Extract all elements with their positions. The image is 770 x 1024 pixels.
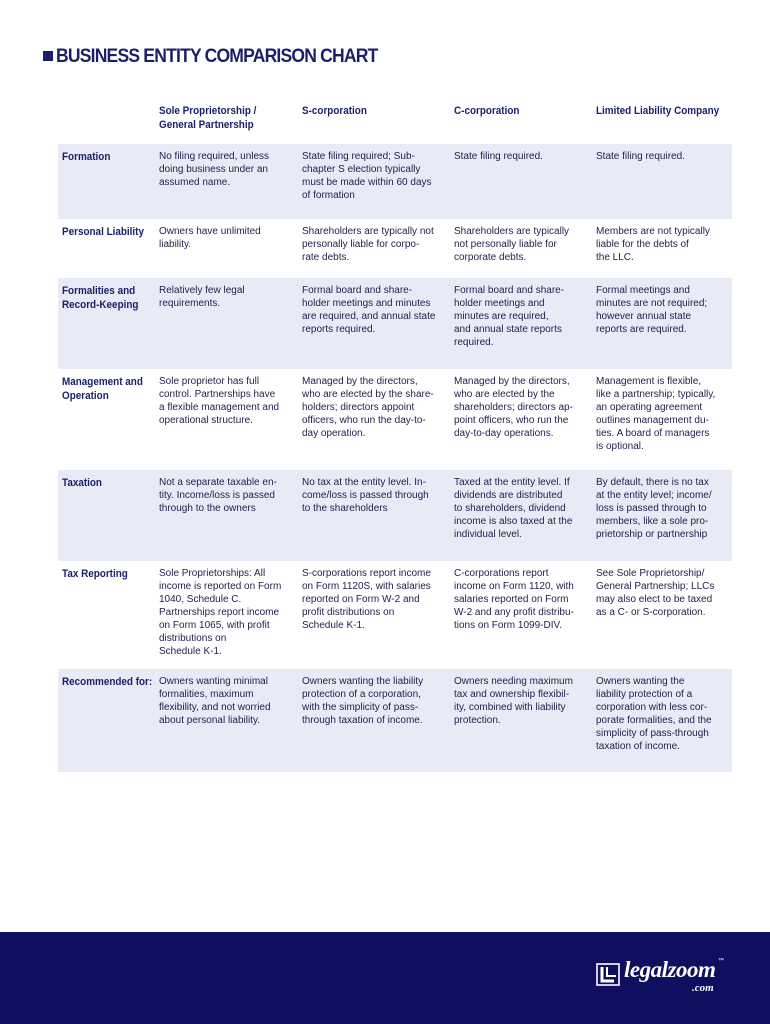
table-cell: Managed by the directors, who are elected by the shareholders; directors ap- point officers, who run the day-to-day operations. xyxy=(454,376,573,439)
row-taxation xyxy=(58,470,732,561)
table-cell: Owners wanting minimal formalities, maximum flexibility, and not worried about personal liability. xyxy=(159,676,271,726)
table-cell: Owners have unlimited liability. xyxy=(159,226,261,250)
row-recommended-for xyxy=(58,669,732,772)
legalzoom-mark-icon xyxy=(596,961,622,987)
table-cell: Members are not typically liable for the debts of the LLC. xyxy=(596,226,710,263)
table-cell: State filing required; Sub- chapter S election typically must be made within 60 days of formation xyxy=(302,151,432,201)
table-cell: Managed by the directors, who are elected by the share- holders; directors appoint officers, who run the day-to- day operation. xyxy=(302,376,434,439)
title-bullet-icon xyxy=(43,51,53,61)
row-formalities xyxy=(58,278,732,369)
row-label: Personal Liability xyxy=(62,226,144,238)
header-s-corporation: S-corporation xyxy=(302,105,367,117)
table-cell: No tax at the entity level. In- come/loss is passed through to the shareholders xyxy=(302,477,429,514)
table-cell: Shareholders are typically not personally liable for corporate debts. xyxy=(454,226,570,263)
table-cell: State filing required. xyxy=(596,151,685,162)
row-tax-reporting xyxy=(58,561,732,669)
row-personal-liability xyxy=(58,219,732,278)
row-label: Formalities and Record-Keeping xyxy=(62,285,139,311)
row-label: Formation xyxy=(62,151,111,163)
table-cell: Sole Proprietorships: All income is reported on Form 1040, Schedule C. Partnerships report income on Form 1065, with profit distributions on Schedule K-1. xyxy=(159,568,282,657)
table-cell: State filing required. xyxy=(454,151,543,162)
table-cell: S-corporations report income on Form 1120S, with salaries reported on Form W-2 and profit distributions on Schedule K-1. xyxy=(302,568,431,631)
header-c-corporation: C-corporation xyxy=(454,105,520,117)
table-cell: Taxed at the entity level. If dividends are distributed to shareholders, dividend income is also taxed at the individual level. xyxy=(454,477,573,540)
comparison-table xyxy=(58,100,732,772)
table-cell: By default, there is no tax at the entity level; income/ loss is passed through to members, like a sole pro- prietorship or partnership xyxy=(596,477,712,540)
table-header xyxy=(58,100,732,144)
row-label: Taxation xyxy=(62,477,102,489)
logo-suffix: .com xyxy=(692,982,714,994)
logo-trademark: ™ xyxy=(718,958,724,964)
table-cell: Formal meetings and minutes are not required; however annual state reports are required. xyxy=(596,285,708,335)
header-sole-proprietorship: Sole Proprietorship / General Partnership xyxy=(159,105,257,131)
table-cell: Sole proprietor has full control. Partnerships have a flexible management and operational structure. xyxy=(159,376,280,426)
table-cell: Owners wanting the liability protection of a corporation, with the simplicity of pass- through taxation of income. xyxy=(302,676,424,726)
row-label: Tax Reporting xyxy=(62,568,128,580)
table-cell: Shareholders are typically not personally liable for corpo- rate debts. xyxy=(302,226,434,263)
page-title xyxy=(43,44,413,68)
table-cell: C-corporations report income on Form 1120, with salaries reported on Form W-2 and any profit distribu- tions on Form 1099-DIV. xyxy=(454,568,574,631)
table-cell: No filing required, unless doing business under an assumed name. xyxy=(159,151,270,188)
legalzoom-logo[interactable] xyxy=(596,955,726,995)
row-management xyxy=(58,369,732,470)
logo-wordmark: legalzoom xyxy=(624,957,716,982)
table-cell: Owners wanting the liability protection of a corporation with less cor- porate formalities, and the simplicity of pass-through taxation of income. xyxy=(596,676,712,752)
table-cell: Relatively few legal requirements. xyxy=(159,285,245,309)
table-cell: Formal board and share- holder meetings and minutes are required, and annual state reports required. xyxy=(302,285,436,335)
table-cell: See Sole Proprietorship/ General Partnership; LLCs may also elect to be taxed as a C- or S-corporation. xyxy=(596,568,715,618)
table-cell: Not a separate taxable en- tity. Income/loss is passed through to the owners xyxy=(159,477,277,514)
row-label: Management and Operation xyxy=(62,376,143,402)
row-label: Recommended for: xyxy=(62,676,153,688)
header-llc: Limited Liability Company xyxy=(596,105,720,117)
row-formation xyxy=(58,144,732,219)
table-cell: Owners needing maximum tax and ownership flexibil- ity, combined with liability protection. xyxy=(454,676,573,726)
table-cell: Formal board and share- holder meetings and minutes are required, and annual state reports required. xyxy=(454,285,565,348)
title-text: BUSINESS ENTITY COMPARISON CHART xyxy=(56,44,378,67)
table-cell: Management is flexible, like a partnership; typically, an operating agreement outlines management du- ties. A board of managers is optional. xyxy=(596,376,716,452)
